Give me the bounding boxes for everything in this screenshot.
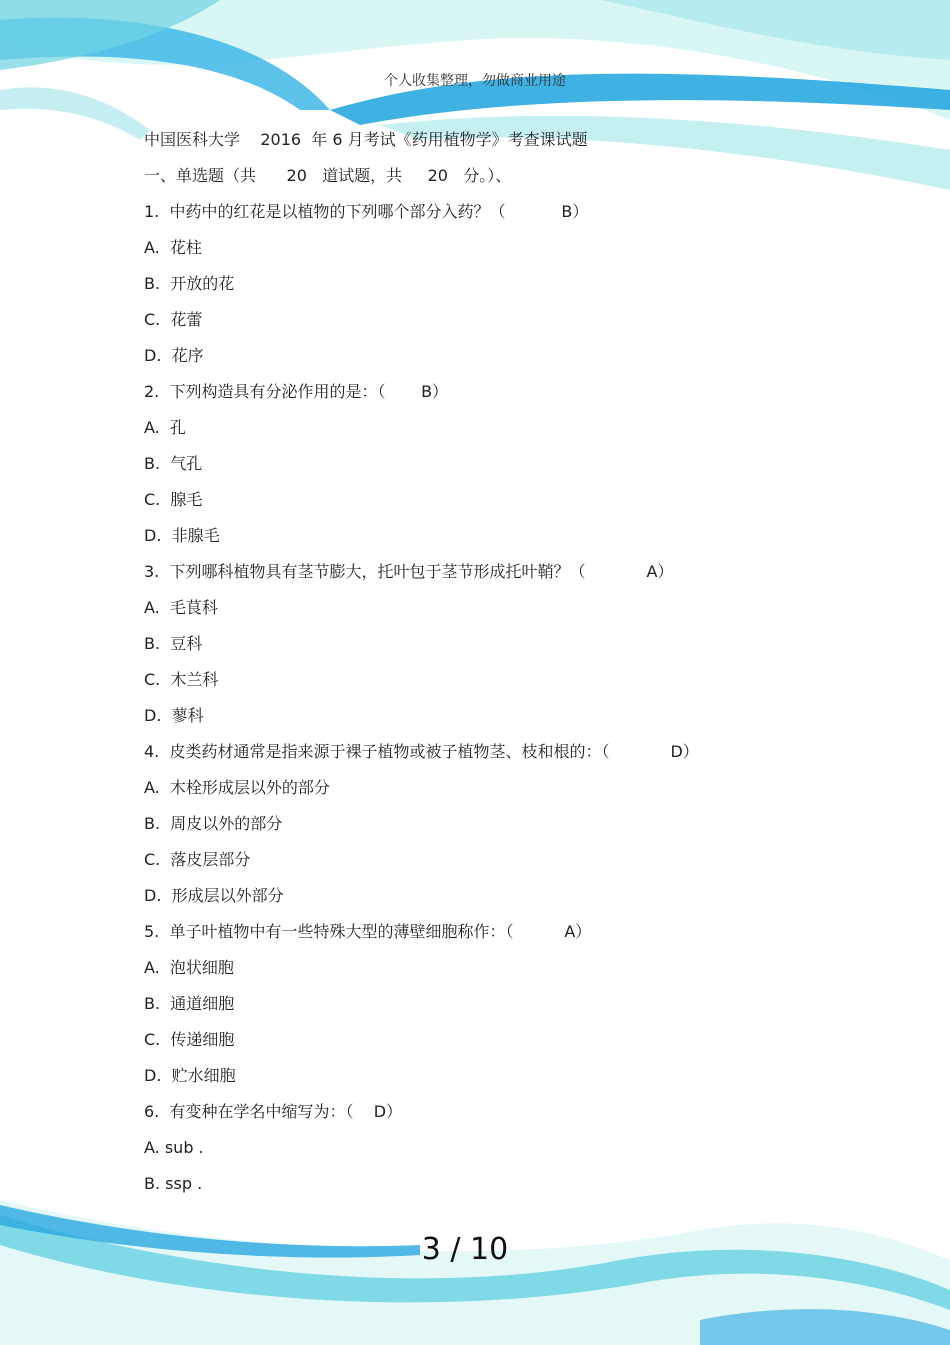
- option: B. 开放的花: [144, 274, 235, 293]
- answer: A）: [646, 562, 674, 581]
- page-number: 3 / 10: [421, 1232, 509, 1267]
- option: B. 周皮以外的部分: [144, 814, 283, 833]
- section-heading: 一、单选题（共 20 道试题，共 20 分。）、: [144, 166, 512, 185]
- question-text: 下列构造具有分泌作用的是：（: [169, 382, 386, 401]
- question-3: 3. 下列哪科植物具有茎节膨大，托叶包于茎节形成托叶鞘？（ A）: [144, 556, 844, 592]
- option: C. 传递细胞: [144, 1030, 235, 1049]
- question-2: 2. 下列构造具有分泌作用的是：（ B）: [144, 376, 844, 412]
- exam-content: [144, 124, 844, 1204]
- option: A. 毛茛科: [144, 598, 218, 617]
- option: C. 腺毛: [144, 490, 203, 509]
- option: A. 木栓形成层以外的部分: [144, 778, 330, 797]
- option: D. 蓼科: [144, 706, 204, 725]
- option: A. 泡状细胞: [144, 958, 234, 977]
- option: A. 花柱: [144, 238, 202, 257]
- option: D. 花序: [144, 346, 204, 365]
- question-count: 20: [286, 166, 307, 185]
- answer: B）: [561, 202, 589, 221]
- option: B. 气孔: [144, 454, 203, 473]
- answer: D）: [373, 1102, 403, 1121]
- question-5: 5. 单子叶植物中有一些特殊大型的薄壁细胞称作：（ A）: [144, 916, 844, 952]
- question-4: 4. 皮类药材通常是指来源于裸子植物或被子植物茎、枝和根的：（ D）: [144, 736, 844, 772]
- answer: A）: [564, 922, 592, 941]
- option: B. ssp .: [144, 1174, 203, 1193]
- option: B. 通道细胞: [144, 994, 235, 1013]
- question-text: 皮类药材通常是指来源于裸子植物或被子植物茎、枝和根的：（: [169, 742, 610, 761]
- question-text: 中药中的红花是以植物的下列哪个部分入药？（: [169, 202, 506, 221]
- title-school: 中国医科大学: [144, 130, 241, 149]
- question-6: 6. 有变种在学名中缩写为：（ D）: [144, 1096, 844, 1132]
- question-text: 有变种在学名中缩写为：（: [169, 1102, 354, 1121]
- option: D. 形成层以外部分: [144, 886, 284, 905]
- option: B. 豆科: [144, 634, 203, 653]
- option: C. 落皮层部分: [144, 850, 251, 869]
- answer: B）: [421, 382, 449, 401]
- question-text: 单子叶植物中有一些特殊大型的薄壁细胞称作：（: [169, 922, 514, 941]
- option: D. 非腺毛: [144, 526, 220, 545]
- answer: D）: [670, 742, 699, 761]
- question-text: 下列哪科植物具有茎节膨大，托叶包于茎节形成托叶鞘？（: [169, 562, 586, 581]
- option: C. 花蕾: [144, 310, 203, 329]
- exam-title: [144, 124, 844, 160]
- total-score: 20: [427, 166, 448, 185]
- option: C. 木兰科: [144, 670, 219, 689]
- option: D. 贮水细胞: [144, 1066, 236, 1085]
- option: A. sub .: [144, 1138, 204, 1157]
- watermark-text: 个人收集整理，勿做商业用途: [384, 73, 566, 89]
- title-rest: 年 6 月考试《药用植物学》考查课试题: [311, 130, 588, 149]
- question-1: 1. 中药中的红花是以植物的下列哪个部分入药？（ B）: [144, 196, 844, 232]
- option: A. 孔: [144, 418, 186, 437]
- title-year: 2016: [260, 130, 302, 149]
